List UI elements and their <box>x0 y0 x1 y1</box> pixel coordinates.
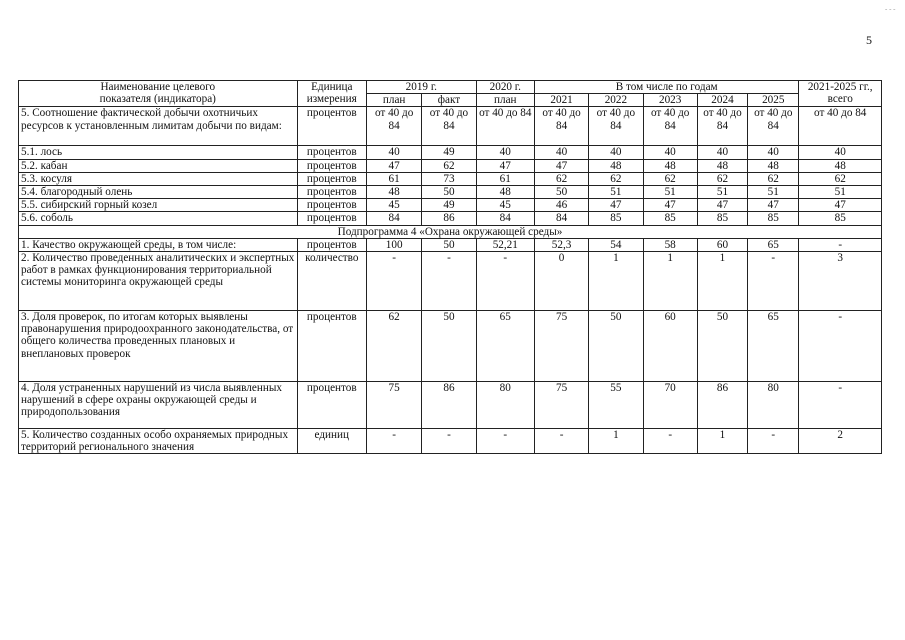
value-cell: от 40 до 84 <box>366 107 421 146</box>
value-cell: от 40 до 84 <box>534 107 588 146</box>
value-cell: 73 <box>422 172 476 185</box>
value-cell: 65 <box>748 238 799 251</box>
header-year-2023: 2023 <box>643 94 697 107</box>
value-cell: 51 <box>589 186 643 199</box>
value-cell: 48 <box>476 186 534 199</box>
unit-cell: процентов <box>297 238 366 251</box>
value-cell: 86 <box>422 382 476 429</box>
unit-cell: процентов <box>297 186 366 199</box>
header-total-line2: всего <box>827 93 853 106</box>
indicator-name: 5.6. соболь <box>19 212 298 225</box>
value-cell: 55 <box>589 382 643 429</box>
value-cell: - <box>799 238 882 251</box>
table-row <box>19 382 882 429</box>
unit-cell: единиц <box>297 429 366 454</box>
value-cell: 62 <box>643 172 697 185</box>
table-row <box>19 252 882 311</box>
header-fact-2019: факт <box>422 94 476 107</box>
indicator-name: 1. Качество окружающей среды, в том числе: <box>19 238 298 251</box>
indicator-name: 4. Доля устраненных нарушений из числа выявленных нарушений в сфере охраны окружающей среды и природопользования <box>19 382 298 429</box>
value-cell: 40 <box>366 146 421 159</box>
indicator-name: 5.2. кабан <box>19 159 298 172</box>
header-total-cell <box>799 81 882 107</box>
table-row <box>19 172 882 185</box>
value-cell: 51 <box>748 186 799 199</box>
value-cell: 49 <box>422 199 476 212</box>
indicator-name: 5. Количество созданных особо охраняемых природных территорий регионального значения <box>19 429 298 454</box>
value-cell: 100 <box>366 238 421 251</box>
value-cell: 2 <box>799 429 882 454</box>
unit-cell: процентов <box>297 146 366 159</box>
value-cell: 62 <box>748 172 799 185</box>
value-cell: - <box>476 429 534 454</box>
value-cell: 75 <box>534 382 588 429</box>
value-cell: от 40 до 84 <box>748 107 799 146</box>
indicator-name: 5.4. благородный олень <box>19 186 298 199</box>
header-unit-line1: Единица <box>311 81 353 93</box>
value-cell: 40 <box>643 146 697 159</box>
header-by-years: В том числе по годам <box>534 81 799 94</box>
value-cell: 50 <box>422 311 476 382</box>
value-cell: 40 <box>476 146 534 159</box>
value-cell: 50 <box>422 238 476 251</box>
value-cell: 40 <box>748 146 799 159</box>
table-row <box>19 212 882 225</box>
value-cell: 1 <box>697 252 747 311</box>
value-cell: 47 <box>534 159 588 172</box>
value-cell: 0 <box>534 252 588 311</box>
value-cell: 58 <box>643 238 697 251</box>
page-number: 5 <box>866 33 872 47</box>
value-cell: 1 <box>643 252 697 311</box>
table-row <box>19 146 882 159</box>
value-cell: 49 <box>422 146 476 159</box>
corner-mark: - - - <box>885 5 896 13</box>
value-cell: 75 <box>534 311 588 382</box>
value-cell: 85 <box>697 212 747 225</box>
value-cell: 80 <box>476 382 534 429</box>
unit-cell: процентов <box>297 172 366 185</box>
value-cell: 60 <box>697 238 747 251</box>
indicator-name: 5.5. сибирский горный козел <box>19 199 298 212</box>
value-cell: от 40 до 84 <box>589 107 643 146</box>
value-cell: - <box>476 252 534 311</box>
value-cell: - <box>366 429 421 454</box>
unit-cell: количество <box>297 252 366 311</box>
value-cell: 40 <box>799 146 882 159</box>
unit-cell: процентов <box>297 311 366 382</box>
value-cell: 54 <box>589 238 643 251</box>
header-year-2024: 2024 <box>697 94 747 107</box>
header-name-line1: Наименование целевого <box>100 81 216 93</box>
value-cell: 51 <box>697 186 747 199</box>
header-year-2025: 2025 <box>748 94 799 107</box>
value-cell: 62 <box>697 172 747 185</box>
value-cell: 60 <box>643 311 697 382</box>
value-cell: от 40 до 84 <box>799 107 882 146</box>
value-cell: 47 <box>476 159 534 172</box>
value-cell: - <box>534 429 588 454</box>
value-cell: 40 <box>534 146 588 159</box>
unit-cell: процентов <box>297 382 366 429</box>
unit-cell: процентов <box>297 212 366 225</box>
value-cell: 40 <box>589 146 643 159</box>
value-cell: 62 <box>534 172 588 185</box>
header-2019: 2019 г. <box>366 81 476 94</box>
value-cell: от 40 до 84 <box>422 107 476 146</box>
value-cell: 47 <box>799 199 882 212</box>
unit-cell: процентов <box>297 159 366 172</box>
value-cell: 52,3 <box>534 238 588 251</box>
value-cell: - <box>748 252 799 311</box>
value-cell: 86 <box>422 212 476 225</box>
table-row <box>19 159 882 172</box>
table-row <box>19 311 882 382</box>
unit-cell: процентов <box>297 199 366 212</box>
value-cell: 50 <box>422 186 476 199</box>
value-cell: 70 <box>643 382 697 429</box>
indicator-name: 5. Соотношение фактической добычи охотничьих ресурсов к установленным лимитам добычи по видам: <box>19 107 298 146</box>
value-cell: - <box>799 382 882 429</box>
value-cell: 84 <box>476 212 534 225</box>
value-cell: 47 <box>366 159 421 172</box>
table-row <box>19 429 882 454</box>
value-cell: 48 <box>697 159 747 172</box>
value-cell: 62 <box>799 172 882 185</box>
value-cell: - <box>422 429 476 454</box>
indicator-name: 5.1. лось <box>19 146 298 159</box>
header-name-line2: показателя (индикатора) <box>99 93 216 106</box>
value-cell: 45 <box>476 199 534 212</box>
table-row <box>19 107 882 146</box>
table-row <box>19 238 882 251</box>
indicator-name: 2. Количество проведенных аналитических и экспертных работ в рамках функционирования территориальной системы мониторинга окружающей среды <box>19 252 298 311</box>
value-cell: 75 <box>366 382 421 429</box>
indicator-name: 5.3. косуля <box>19 172 298 185</box>
value-cell: 85 <box>799 212 882 225</box>
value-cell: от 40 до 84 <box>476 107 534 146</box>
value-cell: - <box>422 252 476 311</box>
value-cell: 48 <box>589 159 643 172</box>
value-cell: 47 <box>697 199 747 212</box>
value-cell: 85 <box>748 212 799 225</box>
table-row <box>19 186 882 199</box>
header-year-2021: 2021 <box>534 94 588 107</box>
header-unit-line2: измерения <box>306 93 357 106</box>
value-cell: 62 <box>422 159 476 172</box>
value-cell: 50 <box>697 311 747 382</box>
value-cell: - <box>799 311 882 382</box>
header-total-line1: 2021-2025 гг., <box>807 81 873 93</box>
value-cell: 47 <box>748 199 799 212</box>
value-cell: 48 <box>643 159 697 172</box>
value-cell: 48 <box>748 159 799 172</box>
value-cell: 46 <box>534 199 588 212</box>
value-cell: 1 <box>697 429 747 454</box>
header-name-cell <box>19 81 298 107</box>
value-cell: 65 <box>476 311 534 382</box>
unit-cell: процентов <box>297 107 366 146</box>
value-cell: 62 <box>589 172 643 185</box>
value-cell: 84 <box>366 212 421 225</box>
value-cell: 51 <box>643 186 697 199</box>
value-cell: 3 <box>799 252 882 311</box>
value-cell: 50 <box>534 186 588 199</box>
value-cell: 84 <box>534 212 588 225</box>
header-plan-2019: план <box>366 94 421 107</box>
value-cell: - <box>366 252 421 311</box>
value-cell: 65 <box>748 311 799 382</box>
subprogram-title: Подпрограмма 4 «Охрана окружающей среды» <box>19 225 882 238</box>
value-cell: 62 <box>366 311 421 382</box>
value-cell: 85 <box>643 212 697 225</box>
indicator-name: 3. Доля проверок, по итогам которых выявлены правонарушения природоохранного законодательства, от общего количества проведенных плановых и внеплановых проверок <box>19 311 298 382</box>
value-cell: 86 <box>697 382 747 429</box>
value-cell: - <box>643 429 697 454</box>
header-plan-2020: план <box>476 94 534 107</box>
value-cell: от 40 до 84 <box>643 107 697 146</box>
value-cell: 85 <box>589 212 643 225</box>
value-cell: 61 <box>476 172 534 185</box>
table-row <box>19 199 882 212</box>
value-cell: 48 <box>366 186 421 199</box>
value-cell: 52,21 <box>476 238 534 251</box>
value-cell: 47 <box>643 199 697 212</box>
header-2020: 2020 г. <box>476 81 534 94</box>
value-cell: 1 <box>589 429 643 454</box>
header-unit-cell <box>297 81 366 107</box>
value-cell: от 40 до 84 <box>697 107 747 146</box>
subprogram-row <box>19 225 882 238</box>
value-cell: 51 <box>799 186 882 199</box>
header-year-2022: 2022 <box>589 94 643 107</box>
value-cell: 80 <box>748 382 799 429</box>
value-cell: 1 <box>589 252 643 311</box>
value-cell: - <box>748 429 799 454</box>
value-cell: 40 <box>697 146 747 159</box>
value-cell: 45 <box>366 199 421 212</box>
value-cell: 48 <box>799 159 882 172</box>
indicators-table <box>18 80 882 454</box>
value-cell: 47 <box>589 199 643 212</box>
value-cell: 61 <box>366 172 421 185</box>
value-cell: 50 <box>589 311 643 382</box>
